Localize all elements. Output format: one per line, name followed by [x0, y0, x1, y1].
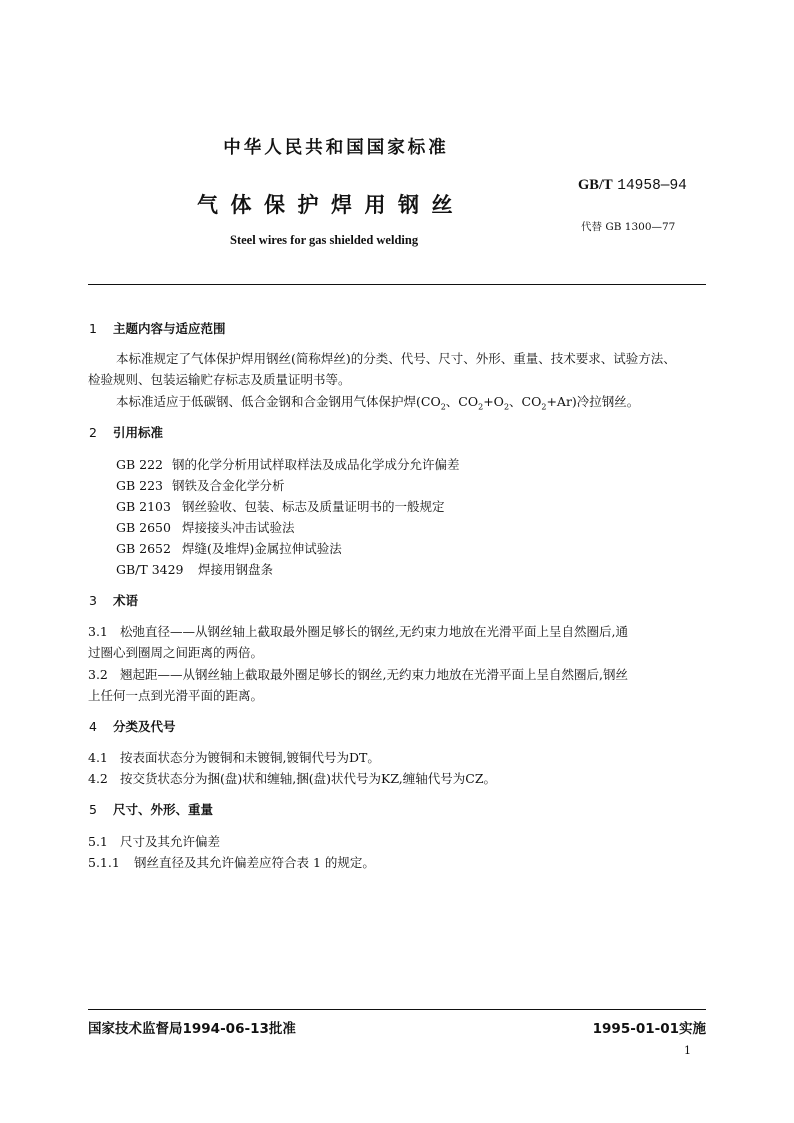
clause-text: 松弛直径——从钢丝轴上截取最外圈足够长的钢丝,无约束力地放在光滑平面上呈自然圈后,通 [120, 624, 628, 639]
subscript: 2 [503, 402, 510, 412]
reference-code: GB/T 3429 [116, 562, 184, 577]
reference-item [116, 560, 273, 578]
clause-text: 翘起距——从钢丝轴上截取最外圈足够长的钢丝,无约束力地放在光滑平面上呈自然圈后,钢丝 [120, 667, 628, 682]
clause-3-1-line-2: 过圈心到圈周之间距离的两倍。 [88, 645, 264, 660]
clause-text: 尺寸及其允许偏差 [120, 834, 221, 849]
section-2-heading [89, 423, 163, 441]
section-1-heading [89, 319, 226, 337]
clause-number: 4.2 [88, 771, 108, 786]
national-standard-heading: 中华人民共和国国家标准 [223, 138, 449, 158]
clause-5-1 [88, 832, 220, 850]
implementation-date: 1995-01-01实施 [592, 1021, 706, 1037]
reference-item [116, 539, 342, 557]
clause-3-2-line-2: 上任何一点到光滑平面的距离。 [88, 688, 264, 703]
clause-4-2 [88, 769, 496, 787]
page-number: 1 [684, 1044, 691, 1057]
standard-prefix: GB/T [578, 177, 613, 193]
section-title: 引用标准 [113, 425, 164, 440]
section-number: 2 [89, 425, 97, 440]
clause-text: 按表面状态分为镀铜和未镀铜,镀铜代号为DT。 [120, 750, 380, 765]
clause-5-1-1 [88, 853, 375, 871]
clause-text: 钢丝直径及其允许偏差应符合表 1 的规定。 [134, 855, 375, 870]
section-3-heading [89, 591, 138, 609]
clause-3-1-line-1 [88, 622, 628, 640]
standard-code [578, 177, 687, 194]
section-4-heading [89, 717, 176, 735]
clause-number: 4.1 [88, 750, 108, 765]
clause-4-1 [88, 748, 380, 766]
header-divider [88, 284, 706, 285]
subscript: 2 [478, 402, 484, 412]
reference-title: 钢铁及合金化学分析 [172, 478, 285, 493]
text-segment: 、CO [509, 394, 542, 409]
section-number: 4 [89, 719, 97, 734]
reference-title: 钢丝验收、包装、标志及质量证明书的一般规定 [182, 499, 445, 514]
reference-item [116, 476, 285, 494]
reference-title: 焊接接头冲击试验法 [182, 520, 295, 535]
section-1-paragraph-1-line-2: 检验规则、包装运输贮存标志及质量证明书等。 [88, 372, 351, 387]
section-title: 主题内容与适应范围 [113, 321, 226, 336]
text-segment: +Ar)冷拉钢丝。 [546, 394, 640, 409]
reference-code: GB 2650 [116, 520, 171, 535]
reference-item [116, 518, 295, 536]
clause-number: 5.1 [88, 834, 108, 849]
reference-code: GB 222 [116, 457, 164, 472]
replaces-standard: 代替 GB 1300—77 [581, 221, 676, 233]
section-5-heading [89, 800, 213, 818]
clause-number: 3.1 [88, 624, 108, 639]
section-1-paragraph-1-line-1: 本标准规定了气体保护焊用钢丝(简称焊丝)的分类、代号、尺寸、外形、重量、技术要求、试验方法、 [116, 351, 676, 366]
footer-divider [88, 1009, 706, 1010]
approval-statement: 国家技术监督局1994-06-13批准 [88, 1021, 296, 1037]
section-title: 分类及代号 [113, 719, 176, 734]
section-number: 5 [89, 802, 97, 817]
text-segment: +O [483, 394, 504, 409]
reference-code: GB 223 [116, 478, 164, 493]
subscript: 2 [440, 402, 446, 412]
document-title-cn: 气体保护焊用钢丝 [197, 193, 465, 217]
clause-3-2-line-1 [88, 665, 628, 683]
reference-item [116, 455, 460, 473]
text-segment: 本标准适应于低碳钢、低合金钢和合金钢用气体保护焊(CO [116, 394, 441, 409]
section-number: 1 [89, 321, 97, 336]
reference-code: GB 2652 [116, 541, 171, 556]
document-title-en: Steel wires for gas shielded welding [230, 233, 419, 247]
reference-title: 焊缝(及堆焊)金属拉伸试验法 [182, 541, 342, 556]
text-segment: 、CO [445, 394, 479, 409]
clause-number: 5.1.1 [88, 855, 120, 870]
reference-code: GB 2103 [116, 499, 171, 514]
section-title: 术语 [113, 593, 139, 608]
clause-number: 3.2 [88, 667, 108, 682]
reference-title: 焊接用钢盘条 [198, 562, 274, 577]
reference-title: 钢的化学分析用试样取样法及成品化学成分允许偏差 [172, 457, 460, 472]
clause-text: 按交货状态分为捆(盘)状和缠轴,捆(盘)状代号为KZ,缠轴代号为CZ。 [120, 771, 497, 786]
section-1-paragraph-2 [116, 392, 639, 410]
subscript: 2 [541, 402, 547, 412]
reference-item [116, 497, 445, 515]
standard-number: 14958—94 [617, 178, 687, 194]
section-title: 尺寸、外形、重量 [113, 802, 214, 817]
section-number: 3 [89, 593, 97, 608]
